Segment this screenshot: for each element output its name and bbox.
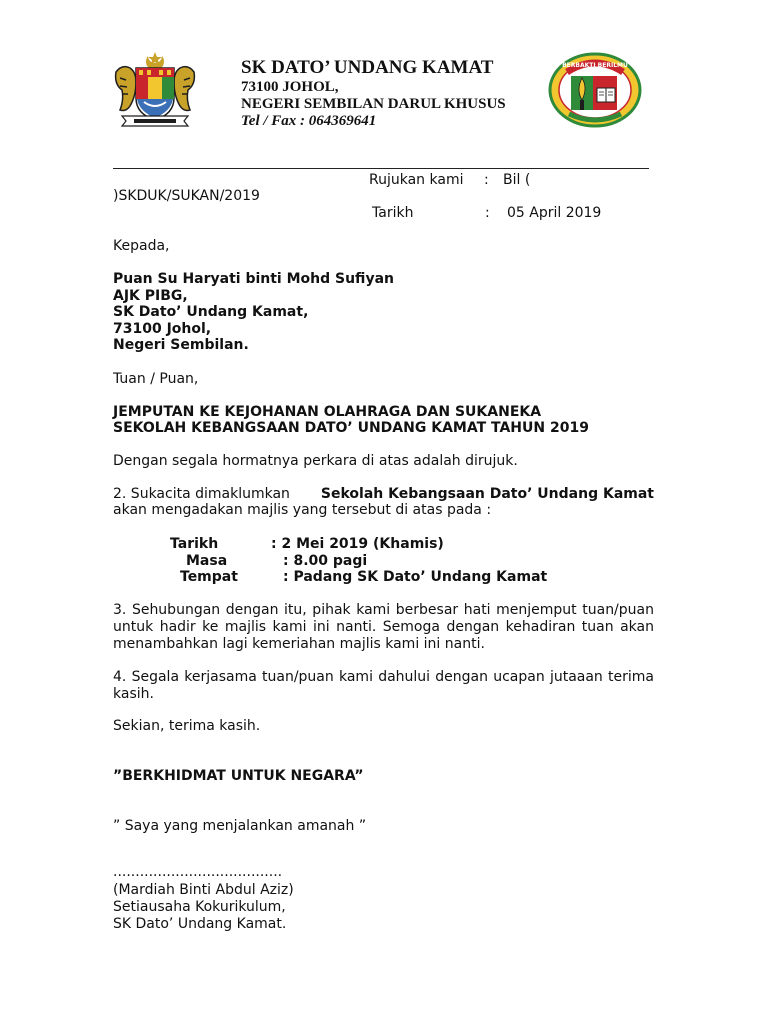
rujukan-value-end: )SKDUK/SUKAN/2019 — [113, 188, 260, 204]
school-crest-icon — [547, 52, 643, 130]
paragraph-4: 4. Segala kerjasama tuan/puan kami dahului dengan ucapan jutaaan terima kasih. — [113, 669, 654, 702]
signer-name: (Mardiah Binti Abdul Aziz) — [113, 882, 294, 898]
crest-motto: BERBAKTI BERILMU — [562, 62, 628, 69]
rujukan-separator: : — [484, 172, 489, 188]
signer-school: SK Dato’ Undang Kamat. — [113, 916, 287, 932]
signature-line: ...................................... — [113, 864, 283, 880]
tarikh-value: 05 April 2019 — [507, 205, 602, 221]
rujukan-label: Rujukan kami — [369, 172, 464, 188]
motto: ”BERKHIDMAT UNTUK NEGARA” — [113, 768, 364, 784]
detail-value-tempat: : Padang SK Dato’ Undang Kamat — [283, 569, 548, 585]
recipient-block — [113, 271, 394, 354]
signer-title: Setiausaha Kokurikulum, — [113, 899, 286, 915]
recipient-line: SK Dato’ Undang Kamat, — [113, 304, 309, 321]
signer-block — [113, 882, 294, 933]
salutation-to: Kepada, — [113, 238, 170, 254]
paragraph-2-suffix: akan mengadakan majlis yang tersebut di atas pada : — [113, 502, 492, 518]
paragraph-2-school: Sekolah Kebangsaan Dato’ Undang Kamat — [320, 486, 654, 502]
recipient-line: Puan Su Haryati binti Mohd Sufiyan — [113, 271, 394, 287]
recipient-line: 73100 Johol, — [113, 320, 212, 337]
closing: Sekian, terima kasih. — [113, 718, 261, 734]
greeting: Tuan / Puan, — [113, 371, 199, 387]
paragraph-1: Dengan segala hormatnya perkara di atas adalah dirujuk. — [113, 453, 518, 469]
paragraph-2-prefix: 2. Sukacita dimaklumkan — [113, 486, 290, 502]
detail-label-tarikh: Tarikh — [170, 536, 219, 552]
tarikh-separator: : — [485, 205, 490, 221]
paragraph-3: 3. Sehubungan dengan itu, pihak kami berbesar hati menjemput tuan/puan untuk hadir ke majlis kami ini nanti. Semoga dengan kehadiran tuan akan menambahkan lagi kemeriahan majlis kami ini nanti. — [113, 602, 654, 652]
tel-fax: Tel / Fax : 064369641 — [241, 113, 377, 129]
school-name: SK DATO’ UNDANG KAMAT — [241, 57, 494, 78]
detail-value-tarikh: : 2 Mei 2019 (Khamis) — [271, 536, 444, 552]
detail-value-masa: : 8.00 pagi — [283, 553, 368, 569]
tarikh-label: Tarikh — [372, 205, 414, 221]
address-line-2: NEGERI SEMBILAN DARUL KHUSUS — [241, 96, 506, 112]
pledge: ” Saya yang menjalankan amanah ” — [113, 818, 367, 834]
paragraph-2-line-1 — [113, 486, 654, 502]
recipient-line: AJK PIBG, — [113, 287, 188, 304]
subject-line-1: JEMPUTAN KE KEJOHANAN OLAHRAGA DAN SUKANEKA — [113, 404, 542, 420]
header-divider — [113, 168, 649, 169]
address-line-1: 73100 JOHOL, — [241, 79, 339, 95]
recipient-line: Negeri Sembilan. — [113, 337, 249, 354]
rujukan-value-start: Bil ( — [503, 172, 531, 188]
detail-label-tempat: Tempat — [180, 569, 238, 585]
malaysia-coat-of-arms-icon — [112, 50, 198, 132]
detail-label-masa: Masa — [186, 553, 228, 569]
subject-line-2: SEKOLAH KEBANGSAAN DATO’ UNDANG KAMAT TAHUN 2019 — [113, 420, 589, 436]
